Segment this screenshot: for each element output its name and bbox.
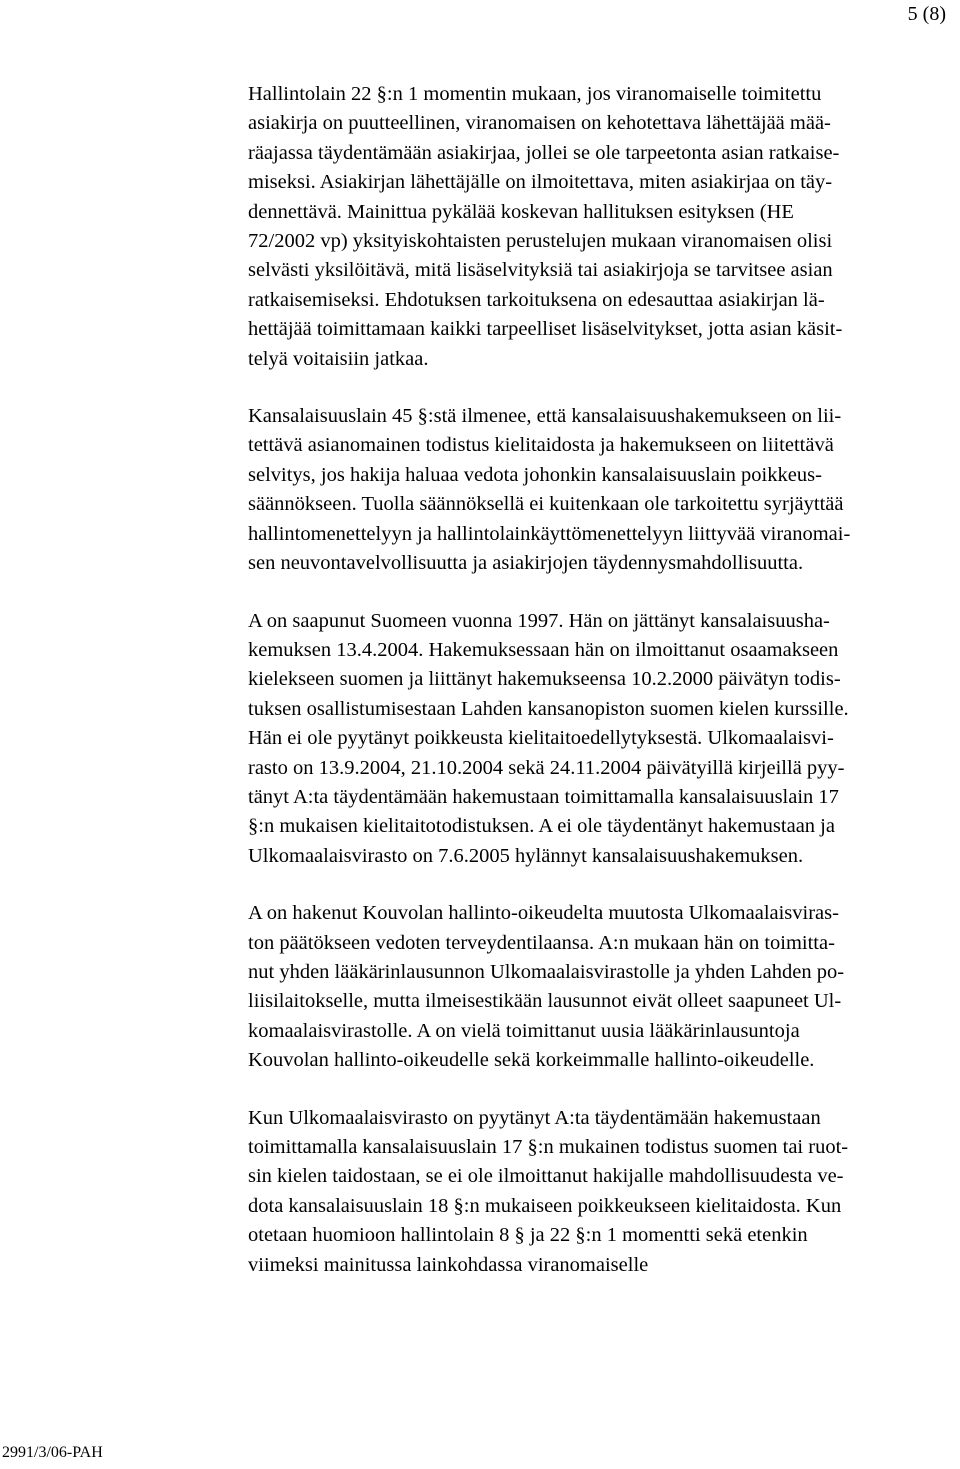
text-line: nut yhden lääkärinlausunnon Ulkomaalaisvirastolle ja yhden Lahden po- [248, 960, 845, 983]
text-line: 72/2002 vp) yksityiskohtaisten perustelujen mukaan viranomaisen olisi [248, 230, 833, 253]
text-line: hallintomenettelyyn ja hallintolainkäyttömenettelyyn liittyvää viranomai- [248, 522, 851, 545]
text-line: kielekseen suomen ja liittänyt hakemukseensa 10.2.2000 päivätyn todis- [248, 668, 841, 691]
paragraph-3 [248, 607, 956, 872]
text-line: toimittamalla kansalaisuuslain 17 §:n mukainen todistus suomen tai ruot- [248, 1136, 849, 1158]
paragraph-spacer [248, 871, 956, 899]
text-line: Kansalaisuuslain 45 §:stä ilmenee, että kansalaisuushakemukseen on lii- [248, 405, 842, 428]
paragraph-2 [248, 402, 956, 578]
paragraph-4 [248, 899, 956, 1075]
text-line: hettäjää toimittamaan kaikki tarpeelliset lisäselvitykset, jotta asian käsit- [248, 318, 843, 341]
paragraph-spacer [248, 579, 956, 607]
text-line: Hän ei ole pyytänyt poikkeusta kielitaitoedellytyksestä. Ulkomaalaisvi- [248, 727, 834, 750]
text-line: räajassa täydentämään asiakirjaa, jollei se ole tarpeetonta asian ratkaise- [248, 141, 840, 164]
text-line: tänyt A:ta täydentämään hakemustaan toimittamalla kansalaisuuslain 17 [248, 785, 839, 808]
document-body [248, 80, 956, 1280]
text-line: dota kansalaisuuslain 18 §:n mukaiseen poikkeukseen kielitaidosta. Kun [248, 1194, 842, 1217]
text-line: Ulkomaalaisvirasto on 7.6.2005 hylännyt kansalaisuushakemuksen. [248, 844, 804, 867]
paragraph-spacer [248, 374, 956, 402]
text-line: viimeksi mainitussa lainkohdassa viranomaiselle [248, 1253, 649, 1276]
document-reference-number: 2991/3/06-PAH [2, 1444, 103, 1461]
page-number: 5 (8) [907, 3, 946, 25]
paragraph-spacer [248, 1076, 956, 1104]
text-line: tuksen osallistumisestaan Lahden kansanopiston suomen kielen kurssille. [248, 697, 849, 720]
text-line: selvästi yksilöitävä, mitä lisäselvityksiä tai asiakirjoja se tarvitsee asian [248, 259, 833, 282]
text-line: dennettävä. Mainittua pykälää koskevan hallituksen esityksen (HE [248, 200, 794, 223]
text-line: miseksi. Asiakirjan lähettäjälle on ilmoitettava, miten asiakirjaa on täy- [248, 171, 833, 194]
text-line: A on hakenut Kouvolan hallinto-oikeudelta muutosta Ulkomaalaisviras- [248, 902, 839, 925]
text-line: säännökseen. Tuolla säännöksellä ei kuitenkaan ole tarkoitettu syrjäyttää [248, 493, 844, 516]
paragraph-1 [248, 80, 956, 374]
text-line: Kouvolan hallinto-oikeudelle sekä korkeimmalle hallinto-oikeudelle. [248, 1049, 815, 1072]
text-line: Hallintolain 22 §:n 1 momentin mukaan, jos viranomaiselle toimitettu [248, 83, 822, 105]
text-line: rasto on 13.9.2004, 21.10.2004 sekä 24.11.2004 päivätyillä kirjeillä pyy- [248, 756, 845, 779]
text-line: sin kielen taidostaan, se ei ole ilmoittanut hakijalle mahdollisuudesta ve- [248, 1165, 844, 1188]
text-line: telyä voitaisiin jatkaa. [248, 347, 429, 370]
text-line: sen neuvontavelvollisuutta ja asiakirjojen täydennysmahdollisuutta. [248, 552, 804, 575]
text-line: §:n mukaisen kielitaitotodistuksen. A ei ole täydentänyt hakemustaan ja [248, 815, 835, 838]
text-line: liisilaitokselle, mutta ilmeisestikään lausunnot eivät olleet saapuneet Ul- [248, 990, 842, 1013]
text-line: ton päätökseen vedoten terveydentilaansa. A:n mukaan hän on toimitta- [248, 931, 835, 954]
text-line: kemuksen 13.4.2004. Hakemuksessaan hän on ilmoittanut osaamakseen [248, 638, 839, 661]
text-line: komaalaisvirastolle. A on vielä toimittanut uusia lääkärinlausuntoja [248, 1019, 800, 1042]
text-line: selvitys, jos hakija haluaa vedota johonkin kansalaisuuslain poikkeus- [248, 463, 822, 486]
text-line: asiakirja on puutteellinen, viranomaisen on kehotettava lähettäjää mää- [248, 112, 831, 135]
text-line: A on saapunut Suomeen vuonna 1997. Hän on jättänyt kansalaisuusha- [248, 609, 830, 632]
text-line: tettävä asianomainen todistus kielitaidosta ja hakemukseen on liitettävä [248, 434, 834, 457]
text-line: otetaan huomioon hallintolain 8 § ja 22 §:n 1 momentti sekä etenkin [248, 1224, 808, 1247]
text-line: ratkaisemiseksi. Ehdotuksen tarkoituksena on edesauttaa asiakirjan lä- [248, 288, 825, 311]
text-line: Kun Ulkomaalaisvirasto on pyytänyt A:ta täydentämään hakemustaan [248, 1106, 821, 1129]
paragraph-5 [248, 1104, 956, 1280]
